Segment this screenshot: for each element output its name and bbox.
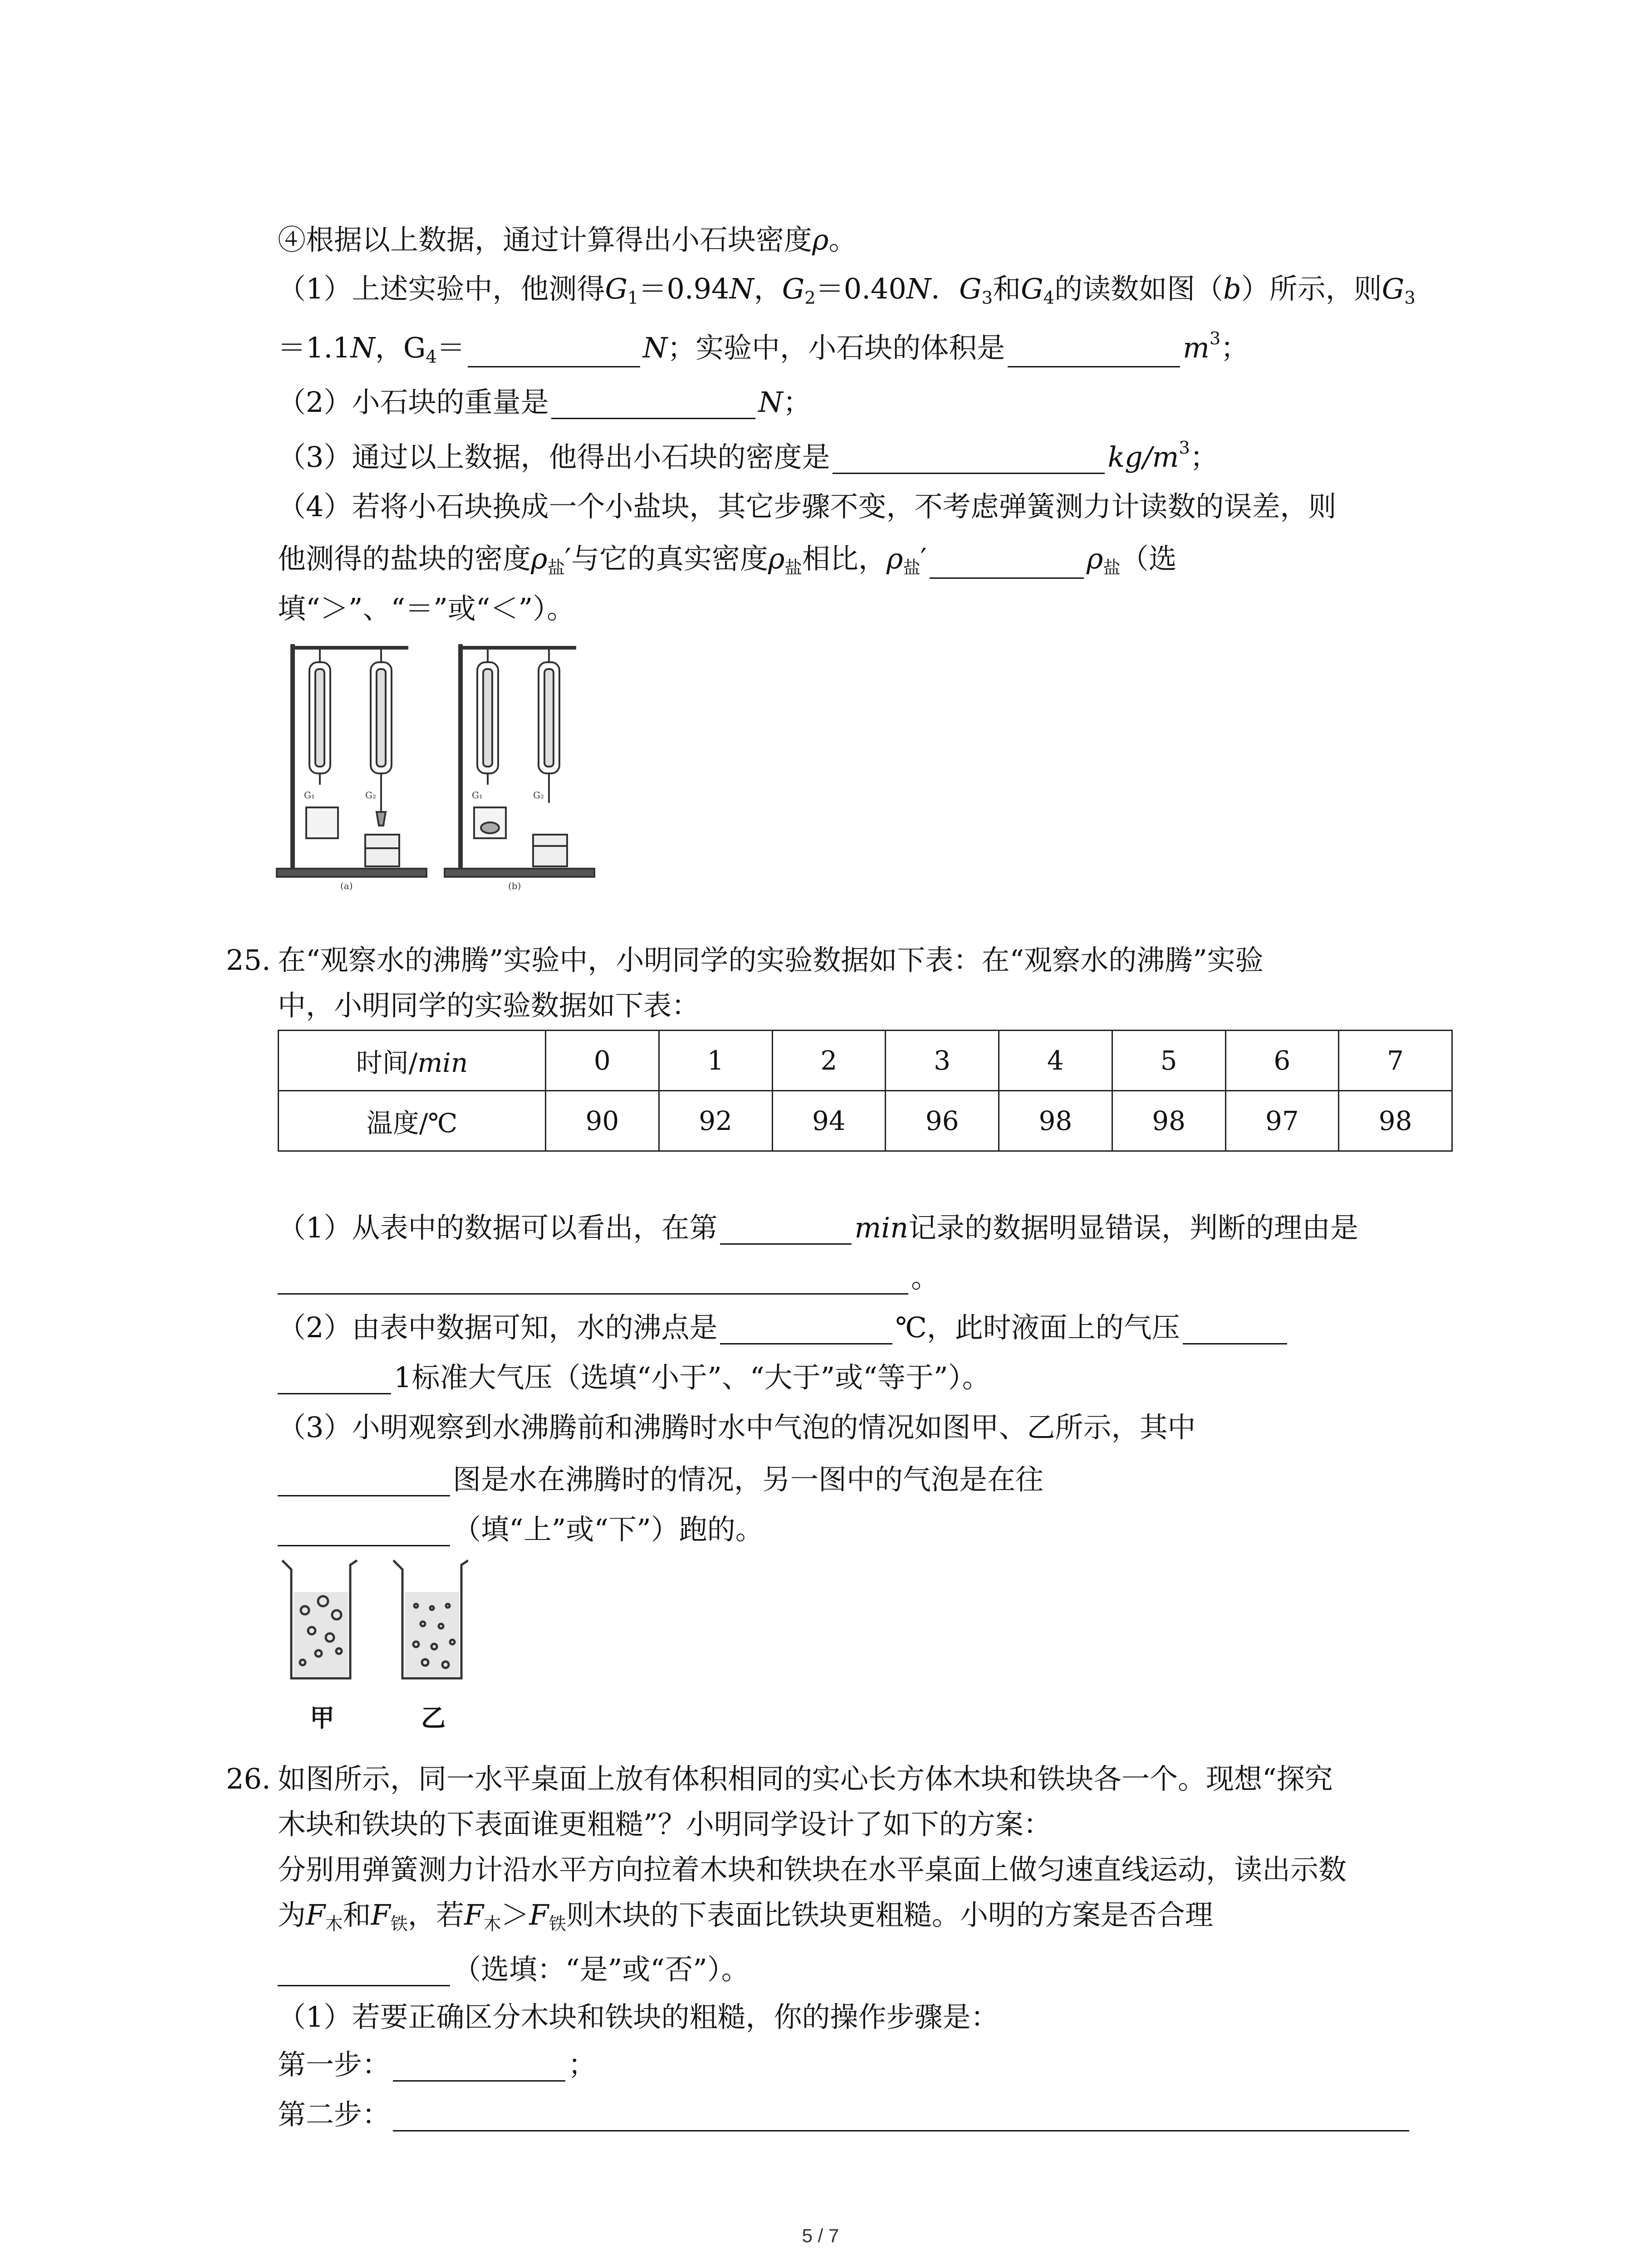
step2-blank[interactable] xyxy=(393,2104,1409,2131)
q26-number: 26. xyxy=(226,1762,271,1795)
q25-part3-line1: （3）小明观察到水沸腾前和沸腾时水中气泡的情况如图甲、乙所示，其中 xyxy=(278,1411,1196,1444)
temperature-cell: 98 xyxy=(999,1091,1112,1151)
time-cell: 4 xyxy=(999,1031,1112,1091)
stone-density-blank[interactable] xyxy=(833,446,1105,474)
q24-part4-line1: （4）若将小石块换成一个小盐块，其它步骤不变，不考虑弹簧测力计读数的误差，则 xyxy=(278,490,1337,523)
time-cell: 7 xyxy=(1339,1031,1452,1091)
g2-label: G₂ xyxy=(533,790,544,801)
q26-stem-line3: 分别用弹簧测力计沿水平方向拉着木块和铁块在水平桌面上做匀速直线运动，读出示数 xyxy=(278,1853,1347,1886)
figure-b-label: (b) xyxy=(508,880,521,891)
temperature-cell: 98 xyxy=(1112,1091,1225,1151)
q25-part3-line3: （填“上”或“下”）跑的。 xyxy=(278,1513,1441,1546)
g1-label: G₁ xyxy=(472,790,483,801)
q26-stem-line5: （选填：“是”或“否”）。 xyxy=(278,1953,1441,1986)
q25-number: 25. xyxy=(226,943,271,977)
pressure-compare-blank[interactable] xyxy=(1183,1317,1287,1344)
time-cell: 5 xyxy=(1112,1031,1225,1091)
temperature-cell: 98 xyxy=(1339,1091,1452,1151)
boiling-point-blank[interactable] xyxy=(720,1317,892,1344)
plan-reasonable-blank[interactable] xyxy=(278,1959,450,1986)
g4-answer-blank[interactable] xyxy=(468,340,640,367)
q24-part4-line2: 他测得的盐块的密度$\rho_盐'$与它的真实密度$\rho_盐$相比，$\rho_盐'$ $\rho_盐$（选 xyxy=(278,542,1177,578)
time-cell: 0 xyxy=(546,1031,659,1091)
reason-blank[interactable] xyxy=(278,1267,908,1295)
time-cell: 1 xyxy=(659,1031,772,1091)
spring-scale-apparatus-figure xyxy=(272,635,617,894)
time-cell: 3 xyxy=(886,1031,999,1091)
q25-stem-line2: 中，小明同学的实验数据如下表： xyxy=(278,989,700,1022)
time-cell: 6 xyxy=(1225,1031,1339,1091)
time-cell: 2 xyxy=(772,1031,886,1091)
wrong-minute-blank[interactable] xyxy=(720,1217,852,1245)
beaker-jia xyxy=(282,1560,357,1678)
q25-part2-line1: （2）由表中数据可知，水的沸点是 ℃，此时液面上的气压 xyxy=(278,1311,1441,1344)
boiling-data-table xyxy=(278,1030,1453,1152)
temperature-cell: 92 xyxy=(659,1091,772,1151)
pressure-compare-blank-cont[interactable] xyxy=(278,1367,391,1394)
g2-label: G₂ xyxy=(365,790,376,801)
stone-weight-blank[interactable] xyxy=(551,391,755,419)
q24-part2: （2）小石块的重量是 N； xyxy=(278,386,811,419)
salt-density-compare-blank[interactable] xyxy=(930,551,1084,579)
figure-a-label: (a) xyxy=(340,880,353,891)
beaker-yi-caption: 乙 xyxy=(421,1704,446,1732)
q26-stem-line1: 如图所示，同一水平桌面上放有体积相同的实心长方体木块和铁块各一个。现想“探究 xyxy=(278,1762,1333,1795)
q26-stem-line4: 为$F_木$和$F_铁$，若$F_木>F_铁$则木块的下表面比铁块更粗糙。小明的方案是否合理 xyxy=(278,1898,1213,1935)
time-row xyxy=(279,1031,1452,1091)
q26-step2: 第二步： xyxy=(278,2098,1441,2131)
temperature-cell: 94 xyxy=(772,1091,886,1151)
q24-part1-line1: （1）上述实验中，他测得$G_1=0.94N$，$G_2=0.40N$．$G_3$和$G_4$的读数如图（b）所示，则$G_3$ xyxy=(278,272,1416,308)
temperature-row xyxy=(279,1091,1452,1151)
q24-part3: （3）通过以上数据，他得出小石块的密度是 $kg/m^3$； xyxy=(278,438,1218,474)
beakers-figure xyxy=(278,1556,468,1692)
q24-part1-line2: ＝1.1N，$G_4= N$；实验中，小石块的体积是 $m^3$； xyxy=(278,328,1249,367)
q25-part1-line1: （1）从表中的数据可以看出，在第 min记录的数据明显错误，判断的理由是 xyxy=(278,1211,1359,1244)
q25-part2-line2: 1标准大气压（选填“小于”、“大于”或“等于”）。 xyxy=(278,1361,1441,1394)
beaker-jia-caption: 甲 xyxy=(310,1704,334,1732)
step1-blank[interactable] xyxy=(393,2054,565,2082)
beaker-yi xyxy=(393,1560,468,1678)
q24-part4-line3: 填“＞”、“＝”或“＜”）。 xyxy=(278,592,575,625)
q25-part1-line2: 。 xyxy=(278,1261,1441,1295)
time-row-header: 时间/min xyxy=(279,1031,546,1091)
temperature-cell: 96 xyxy=(886,1091,999,1151)
apparatus-a xyxy=(277,644,426,877)
g1-label: G₁ xyxy=(304,790,315,801)
q25-stem-line1: 在“观察水的沸腾”实验中，小明同学的实验数据如下表：在“观察水的沸腾”实验 xyxy=(278,943,1264,977)
temperature-cell: 97 xyxy=(1225,1091,1339,1151)
apparatus-b xyxy=(445,644,594,877)
boiling-figure-blank[interactable] xyxy=(278,1469,450,1496)
temperature-cell: 90 xyxy=(546,1091,659,1151)
stone-volume-blank[interactable] xyxy=(1008,340,1180,367)
temperature-row-header: 温度/℃ xyxy=(279,1091,546,1151)
page-number: 5 / 7 xyxy=(802,2225,839,2246)
q26-part1: （1）若要正确区分木块和铁块的粗糙，你的操作步骤是： xyxy=(278,2000,999,2033)
bubble-direction-blank[interactable] xyxy=(278,1519,450,1546)
q26-step1: 第一步： ； xyxy=(278,2048,597,2081)
q25-part3-line2: 图是水在沸腾时的情况，另一图中的气泡是在往 xyxy=(278,1463,1441,1496)
q26-stem-line2: 木块和铁块的下表面谁更粗糙”？小明同学设计了如下的方案： xyxy=(278,1808,1052,1841)
q24-step4: ④根据以上数据，通过计算得出小石块密度ρ。 xyxy=(278,223,857,256)
